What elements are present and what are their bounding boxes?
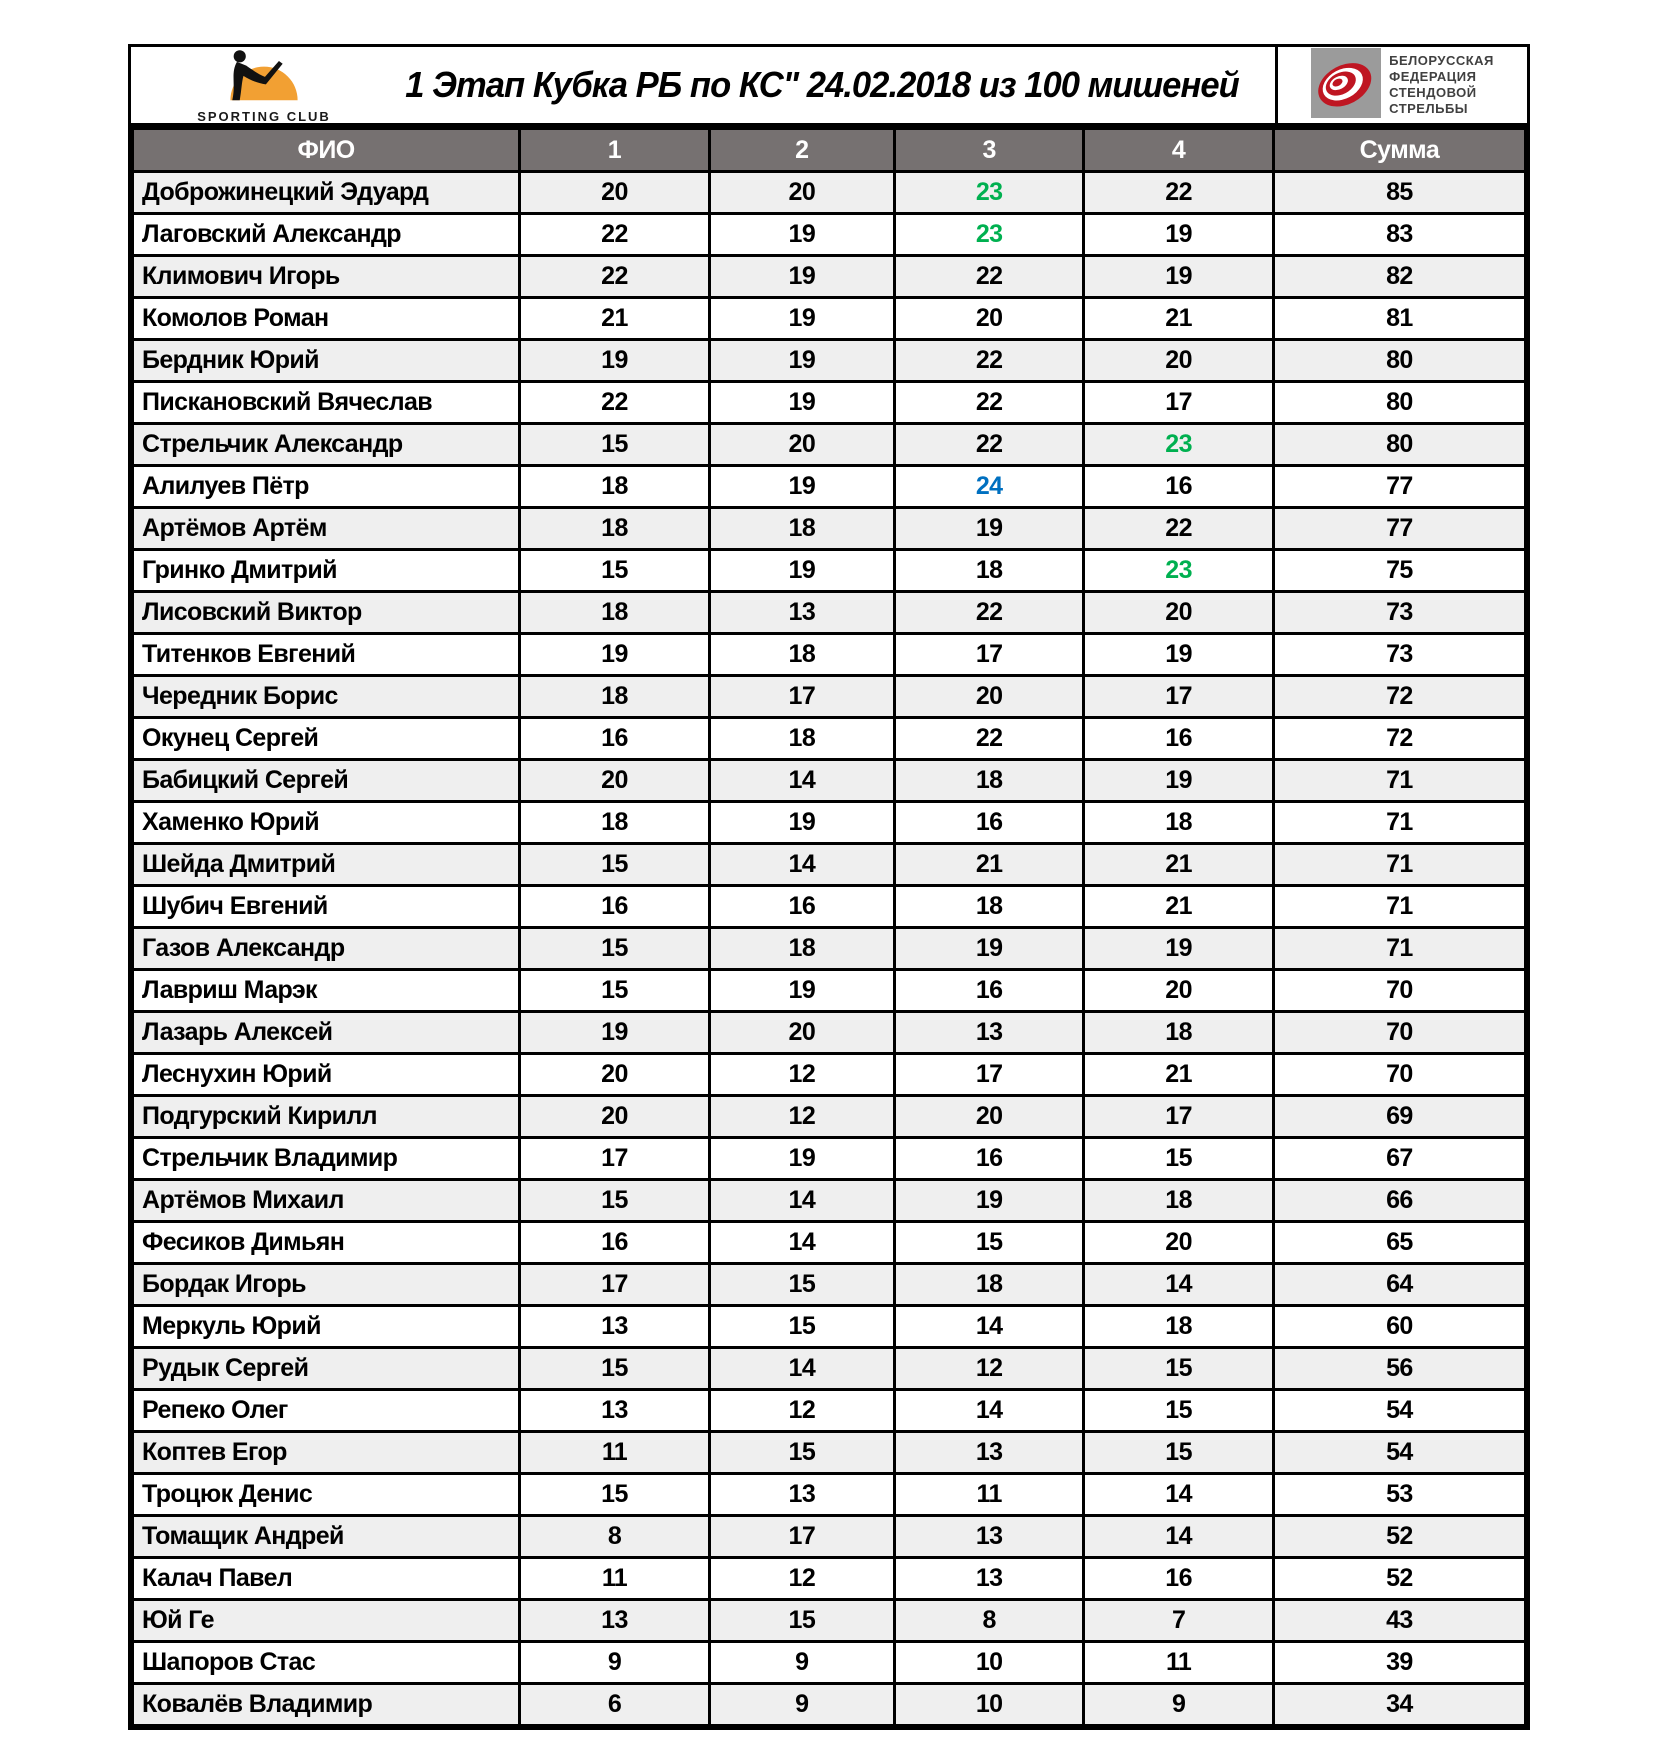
score-cell-round-3: 18 xyxy=(894,1264,1083,1306)
score-cell-round-3: 21 xyxy=(894,844,1083,886)
score-cell-round-4: 17 xyxy=(1084,382,1273,424)
table-row xyxy=(133,1264,1526,1306)
score-cell-round-1: 13 xyxy=(520,1600,709,1642)
score-cell-round-1: 11 xyxy=(520,1432,709,1474)
score-cell-round-4: 15 xyxy=(1084,1432,1273,1474)
score-cell-round-4: 23 xyxy=(1084,424,1273,466)
score-cell-round-3: 16 xyxy=(894,970,1083,1012)
sum-cell: 81 xyxy=(1273,298,1525,340)
player-name-cell: Алилуев Пётр xyxy=(133,466,520,508)
sum-cell: 77 xyxy=(1273,508,1525,550)
sum-cell: 52 xyxy=(1273,1516,1525,1558)
score-cell-round-1: 13 xyxy=(520,1390,709,1432)
table-row xyxy=(133,424,1526,466)
shooter-dome-icon xyxy=(204,47,324,108)
score-cell-round-1: 13 xyxy=(520,1306,709,1348)
sum-cell: 77 xyxy=(1273,466,1525,508)
score-cell-round-2: 20 xyxy=(709,172,894,214)
score-cell-round-2: 19 xyxy=(709,802,894,844)
score-cell-round-2: 16 xyxy=(709,886,894,928)
score-cell-round-3: 12 xyxy=(894,1348,1083,1390)
score-cell-round-1: 18 xyxy=(520,466,709,508)
score-cell-round-4: 21 xyxy=(1084,844,1273,886)
score-cell-round-1: 22 xyxy=(520,256,709,298)
score-cell-round-3: 13 xyxy=(894,1432,1083,1474)
player-name-cell: Ковалёв Владимир xyxy=(133,1684,520,1726)
player-name-cell: Подгурский Кирилл xyxy=(133,1096,520,1138)
table-row xyxy=(133,1222,1526,1264)
score-cell-round-3: 13 xyxy=(894,1558,1083,1600)
sum-cell: 65 xyxy=(1273,1222,1525,1264)
column-header-round-1: 1 xyxy=(520,129,709,172)
score-cell-round-4: 18 xyxy=(1084,1180,1273,1222)
score-cell-round-4: 14 xyxy=(1084,1474,1273,1516)
player-name-cell: Калач Павел xyxy=(133,1558,520,1600)
sum-cell: 43 xyxy=(1273,1600,1525,1642)
sum-cell: 70 xyxy=(1273,1054,1525,1096)
table-row xyxy=(133,718,1526,760)
score-cell-round-3: 22 xyxy=(894,718,1083,760)
score-cell-round-2: 12 xyxy=(709,1054,894,1096)
table-row xyxy=(133,466,1526,508)
score-cell-round-2: 19 xyxy=(709,214,894,256)
score-cell-round-4: 7 xyxy=(1084,1600,1273,1642)
score-cell-round-4: 18 xyxy=(1084,1012,1273,1054)
score-cell-round-2: 19 xyxy=(709,298,894,340)
player-name-cell: Рудык Сергей xyxy=(133,1348,520,1390)
sum-cell: 83 xyxy=(1273,214,1525,256)
sum-cell: 53 xyxy=(1273,1474,1525,1516)
sum-cell: 52 xyxy=(1273,1558,1525,1600)
sum-cell: 73 xyxy=(1273,634,1525,676)
score-cell-round-3: 14 xyxy=(894,1390,1083,1432)
score-cell-round-1: 20 xyxy=(520,1054,709,1096)
score-cell-round-1: 18 xyxy=(520,802,709,844)
score-cell-round-1: 15 xyxy=(520,844,709,886)
sum-cell: 72 xyxy=(1273,718,1525,760)
clay-target-icon xyxy=(1311,48,1381,123)
sum-cell: 56 xyxy=(1273,1348,1525,1390)
score-cell-round-4: 20 xyxy=(1084,1222,1273,1264)
score-cell-round-3: 13 xyxy=(894,1012,1083,1054)
score-cell-round-2: 14 xyxy=(709,1222,894,1264)
sum-cell: 71 xyxy=(1273,886,1525,928)
sum-cell: 70 xyxy=(1273,970,1525,1012)
table-row xyxy=(133,1096,1526,1138)
score-cell-round-3: 22 xyxy=(894,592,1083,634)
table-row xyxy=(133,214,1526,256)
player-name-cell: Бердник Юрий xyxy=(133,340,520,382)
sum-cell: 80 xyxy=(1273,424,1525,466)
player-name-cell: Томащик Андрей xyxy=(133,1516,520,1558)
score-cell-round-2: 18 xyxy=(709,718,894,760)
sum-cell: 80 xyxy=(1273,382,1525,424)
score-cell-round-1: 15 xyxy=(520,550,709,592)
score-cell-round-3: 22 xyxy=(894,382,1083,424)
federation-name-line: СТЕНДОВОЙ xyxy=(1389,85,1477,100)
score-cell-round-3: 10 xyxy=(894,1642,1083,1684)
score-cell-round-4: 17 xyxy=(1084,676,1273,718)
player-name-cell: Шубич Евгений xyxy=(133,886,520,928)
score-cell-round-1: 17 xyxy=(520,1264,709,1306)
table-row xyxy=(133,1600,1526,1642)
score-cell-round-2: 19 xyxy=(709,382,894,424)
score-cell-round-4: 19 xyxy=(1084,256,1273,298)
score-cell-round-2: 18 xyxy=(709,634,894,676)
player-name-cell: Бордак Игорь xyxy=(133,1264,520,1306)
sum-cell: 71 xyxy=(1273,802,1525,844)
player-name-cell: Стрельчик Владимир xyxy=(133,1138,520,1180)
score-cell-round-1: 16 xyxy=(520,886,709,928)
score-cell-round-3: 16 xyxy=(894,1138,1083,1180)
score-cell-round-1: 18 xyxy=(520,508,709,550)
player-name-cell: Лазарь Алексей xyxy=(133,1012,520,1054)
player-name-cell: Юй Ге xyxy=(133,1600,520,1642)
score-cell-round-2: 15 xyxy=(709,1600,894,1642)
score-cell-round-2: 20 xyxy=(709,424,894,466)
table-row xyxy=(133,1684,1526,1726)
score-cell-round-1: 19 xyxy=(520,340,709,382)
player-name-cell: Троцюк Денис xyxy=(133,1474,520,1516)
score-cell-round-3: 24 xyxy=(894,466,1083,508)
score-cell-round-4: 16 xyxy=(1084,1558,1273,1600)
table-row xyxy=(133,340,1526,382)
score-cell-round-2: 18 xyxy=(709,928,894,970)
player-name-cell: Меркуль Юрий xyxy=(133,1306,520,1348)
score-cell-round-2: 14 xyxy=(709,1180,894,1222)
score-cell-round-4: 9 xyxy=(1084,1684,1273,1726)
score-cell-round-4: 18 xyxy=(1084,1306,1273,1348)
score-cell-round-3: 22 xyxy=(894,424,1083,466)
results-sheet xyxy=(128,44,1530,1730)
table-row xyxy=(133,172,1526,214)
score-cell-round-1: 17 xyxy=(520,1138,709,1180)
score-cell-round-4: 14 xyxy=(1084,1516,1273,1558)
player-name-cell: Чередник Борис xyxy=(133,676,520,718)
table-row xyxy=(133,382,1526,424)
score-cell-round-4: 21 xyxy=(1084,886,1273,928)
table-row xyxy=(133,508,1526,550)
score-cell-round-1: 22 xyxy=(520,214,709,256)
score-cell-round-1: 21 xyxy=(520,298,709,340)
table-row xyxy=(133,592,1526,634)
player-name-cell: Пискановский Вячеслав xyxy=(133,382,520,424)
score-cell-round-3: 8 xyxy=(894,1600,1083,1642)
sum-cell: 67 xyxy=(1273,1138,1525,1180)
federation-name-line: СТРЕЛЬБЫ xyxy=(1389,100,1469,116)
player-name-cell: Окунец Сергей xyxy=(133,718,520,760)
score-cell-round-2: 15 xyxy=(709,1432,894,1474)
score-cell-round-3: 17 xyxy=(894,1054,1083,1096)
score-cell-round-4: 20 xyxy=(1084,340,1273,382)
score-cell-round-3: 19 xyxy=(894,1180,1083,1222)
player-name-cell: Гринко Дмитрий xyxy=(133,550,520,592)
page-title: 1 Этап Кубка РБ по КС" 24.02.2018 из 100 мишеней xyxy=(405,64,1239,105)
column-header-round-3: 3 xyxy=(894,129,1083,172)
score-cell-round-4: 19 xyxy=(1084,928,1273,970)
score-cell-round-1: 18 xyxy=(520,676,709,718)
score-cell-round-3: 20 xyxy=(894,1096,1083,1138)
score-cell-round-3: 13 xyxy=(894,1516,1083,1558)
federation-name xyxy=(1389,53,1494,116)
score-cell-round-1: 19 xyxy=(520,634,709,676)
table-row xyxy=(133,1642,1526,1684)
score-cell-round-3: 10 xyxy=(894,1684,1083,1726)
player-name-cell: Хаменко Юрий xyxy=(133,802,520,844)
federation-logo xyxy=(1275,47,1527,123)
sum-cell: 64 xyxy=(1273,1264,1525,1306)
score-cell-round-4: 15 xyxy=(1084,1138,1273,1180)
table-row xyxy=(133,256,1526,298)
score-cell-round-4: 18 xyxy=(1084,802,1273,844)
table-row xyxy=(133,802,1526,844)
table-row xyxy=(133,1432,1526,1474)
player-name-cell: Леснухин Юрий xyxy=(133,1054,520,1096)
score-cell-round-1: 20 xyxy=(520,760,709,802)
score-cell-round-2: 12 xyxy=(709,1558,894,1600)
score-cell-round-1: 15 xyxy=(520,1348,709,1390)
sum-cell: 39 xyxy=(1273,1642,1525,1684)
table-row xyxy=(133,760,1526,802)
federation-name-line: ФЕДЕРАЦИЯ xyxy=(1389,69,1477,85)
table-row xyxy=(133,676,1526,718)
score-cell-round-1: 15 xyxy=(520,424,709,466)
table-row xyxy=(133,1558,1526,1600)
federation-name-line: БЕЛОРУССКАЯ xyxy=(1389,53,1494,69)
player-name-cell: Бабицкий Сергей xyxy=(133,760,520,802)
sporting-club-caption: SPORTING CLUB xyxy=(197,108,331,124)
table-row xyxy=(133,1012,1526,1054)
sum-cell: 71 xyxy=(1273,760,1525,802)
table-row xyxy=(133,1180,1526,1222)
banner xyxy=(131,47,1527,127)
sum-cell: 70 xyxy=(1273,1012,1525,1054)
banner-main xyxy=(131,47,1275,123)
score-cell-round-2: 14 xyxy=(709,844,894,886)
player-name-cell: Шейда Дмитрий xyxy=(133,844,520,886)
table-row xyxy=(133,886,1526,928)
score-cell-round-4: 15 xyxy=(1084,1390,1273,1432)
sum-cell: 69 xyxy=(1273,1096,1525,1138)
score-cell-round-2: 19 xyxy=(709,340,894,382)
score-cell-round-3: 22 xyxy=(894,256,1083,298)
score-cell-round-3: 20 xyxy=(894,298,1083,340)
score-cell-round-1: 11 xyxy=(520,1558,709,1600)
score-cell-round-4: 16 xyxy=(1084,466,1273,508)
player-name-cell: Стрельчик Александр xyxy=(133,424,520,466)
table-row xyxy=(133,634,1526,676)
score-cell-round-1: 18 xyxy=(520,592,709,634)
score-cell-round-3: 19 xyxy=(894,508,1083,550)
score-cell-round-2: 17 xyxy=(709,1516,894,1558)
score-cell-round-4: 15 xyxy=(1084,1348,1273,1390)
table-row xyxy=(133,970,1526,1012)
column-header-name: ФИО xyxy=(133,129,520,172)
score-cell-round-2: 19 xyxy=(709,970,894,1012)
score-cell-round-2: 18 xyxy=(709,508,894,550)
score-cell-round-3: 22 xyxy=(894,340,1083,382)
score-cell-round-2: 14 xyxy=(709,1348,894,1390)
table-row xyxy=(133,298,1526,340)
score-cell-round-1: 15 xyxy=(520,970,709,1012)
score-cell-round-1: 15 xyxy=(520,1474,709,1516)
table-row xyxy=(133,1390,1526,1432)
score-cell-round-4: 20 xyxy=(1084,970,1273,1012)
score-cell-round-4: 11 xyxy=(1084,1642,1273,1684)
score-cell-round-2: 15 xyxy=(709,1264,894,1306)
sum-cell: 82 xyxy=(1273,256,1525,298)
score-cell-round-1: 16 xyxy=(520,1222,709,1264)
score-cell-round-3: 18 xyxy=(894,886,1083,928)
sum-cell: 80 xyxy=(1273,340,1525,382)
score-cell-round-3: 18 xyxy=(894,550,1083,592)
sum-cell: 73 xyxy=(1273,592,1525,634)
score-cell-round-1: 16 xyxy=(520,718,709,760)
score-cell-round-4: 16 xyxy=(1084,718,1273,760)
score-cell-round-3: 11 xyxy=(894,1474,1083,1516)
score-cell-round-4: 14 xyxy=(1084,1264,1273,1306)
score-cell-round-1: 20 xyxy=(520,172,709,214)
score-cell-round-4: 20 xyxy=(1084,592,1273,634)
score-cell-round-1: 8 xyxy=(520,1516,709,1558)
table-row xyxy=(133,550,1526,592)
score-cell-round-2: 9 xyxy=(709,1642,894,1684)
sum-cell: 75 xyxy=(1273,550,1525,592)
score-cell-round-3: 17 xyxy=(894,634,1083,676)
sum-cell: 72 xyxy=(1273,676,1525,718)
column-header-round-2: 2 xyxy=(709,129,894,172)
player-name-cell: Титенков Евгений xyxy=(133,634,520,676)
sum-cell: 85 xyxy=(1273,172,1525,214)
sum-cell: 66 xyxy=(1273,1180,1525,1222)
player-name-cell: Климович Игорь xyxy=(133,256,520,298)
score-cell-round-2: 19 xyxy=(709,466,894,508)
player-name-cell: Лаговский Александр xyxy=(133,214,520,256)
table-header xyxy=(133,129,1526,172)
score-cell-round-2: 13 xyxy=(709,592,894,634)
score-cell-round-3: 23 xyxy=(894,172,1083,214)
score-cell-round-4: 21 xyxy=(1084,298,1273,340)
table-row xyxy=(133,844,1526,886)
table-row xyxy=(133,1516,1526,1558)
score-cell-round-2: 19 xyxy=(709,550,894,592)
table-row xyxy=(133,1054,1526,1096)
sum-cell: 60 xyxy=(1273,1306,1525,1348)
player-name-cell: Лавриш Марэк xyxy=(133,970,520,1012)
score-cell-round-2: 12 xyxy=(709,1390,894,1432)
score-cell-round-3: 14 xyxy=(894,1306,1083,1348)
score-cell-round-3: 20 xyxy=(894,676,1083,718)
score-cell-round-1: 6 xyxy=(520,1684,709,1726)
sum-cell: 54 xyxy=(1273,1432,1525,1474)
table-row xyxy=(133,1348,1526,1390)
player-name-cell: Доброжинецкий Эдуард xyxy=(133,172,520,214)
score-cell-round-4: 22 xyxy=(1084,172,1273,214)
score-cell-round-2: 14 xyxy=(709,760,894,802)
score-cell-round-4: 19 xyxy=(1084,760,1273,802)
score-cell-round-2: 12 xyxy=(709,1096,894,1138)
score-cell-round-3: 15 xyxy=(894,1222,1083,1264)
score-cell-round-1: 9 xyxy=(520,1642,709,1684)
table-row xyxy=(133,1306,1526,1348)
score-cell-round-3: 23 xyxy=(894,214,1083,256)
player-name-cell: Коптев Егор xyxy=(133,1432,520,1474)
score-cell-round-2: 19 xyxy=(709,256,894,298)
player-name-cell: Лисовский Виктор xyxy=(133,592,520,634)
score-cell-round-2: 20 xyxy=(709,1012,894,1054)
sum-cell: 71 xyxy=(1273,844,1525,886)
score-cell-round-2: 19 xyxy=(709,1138,894,1180)
results-table xyxy=(131,127,1527,1727)
score-cell-round-3: 19 xyxy=(894,928,1083,970)
player-name-cell: Артёмов Михаил xyxy=(133,1180,520,1222)
table-row xyxy=(133,1138,1526,1180)
score-cell-round-1: 19 xyxy=(520,1012,709,1054)
score-cell-round-4: 19 xyxy=(1084,214,1273,256)
score-cell-round-4: 22 xyxy=(1084,508,1273,550)
player-name-cell: Артёмов Артём xyxy=(133,508,520,550)
score-cell-round-2: 15 xyxy=(709,1306,894,1348)
score-cell-round-4: 21 xyxy=(1084,1054,1273,1096)
score-cell-round-1: 15 xyxy=(520,1180,709,1222)
sporting-club-logo xyxy=(159,47,369,124)
score-cell-round-2: 17 xyxy=(709,676,894,718)
score-cell-round-1: 15 xyxy=(520,928,709,970)
sum-cell: 34 xyxy=(1273,1684,1525,1726)
player-name-cell: Газов Александр xyxy=(133,928,520,970)
player-name-cell: Комолов Роман xyxy=(133,298,520,340)
player-name-cell: Фесиков Димьян xyxy=(133,1222,520,1264)
score-cell-round-1: 22 xyxy=(520,382,709,424)
column-header-round-4: 4 xyxy=(1084,129,1273,172)
score-cell-round-4: 19 xyxy=(1084,634,1273,676)
sum-cell: 71 xyxy=(1273,928,1525,970)
score-cell-round-3: 16 xyxy=(894,802,1083,844)
table-row xyxy=(133,928,1526,970)
column-header-sum: Сумма xyxy=(1273,129,1525,172)
score-cell-round-2: 13 xyxy=(709,1474,894,1516)
sum-cell: 54 xyxy=(1273,1390,1525,1432)
score-cell-round-2: 9 xyxy=(709,1684,894,1726)
player-name-cell: Шапоров Стас xyxy=(133,1642,520,1684)
player-name-cell: Репеко Олег xyxy=(133,1390,520,1432)
score-cell-round-1: 20 xyxy=(520,1096,709,1138)
table-row xyxy=(133,1474,1526,1516)
score-cell-round-4: 17 xyxy=(1084,1096,1273,1138)
score-cell-round-3: 18 xyxy=(894,760,1083,802)
score-cell-round-4: 23 xyxy=(1084,550,1273,592)
